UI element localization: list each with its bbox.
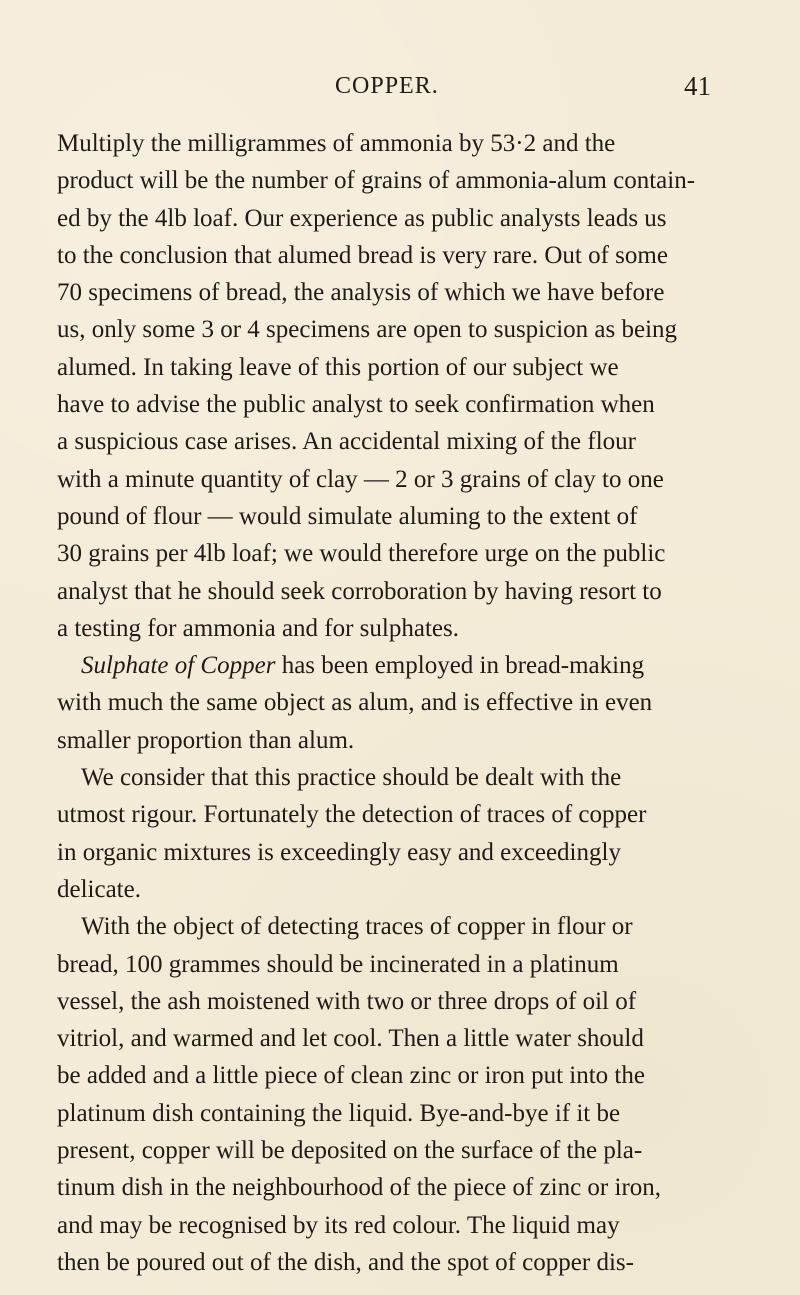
paragraph [57,759,727,908]
text-line: then be poured out of the dish, and the spot of copper dis- [57,1248,634,1276]
text-line: to the conclusion that alumed bread is very rare. Out of some [57,241,668,269]
page-number: 41 [684,71,711,101]
running-head [0,68,800,104]
text-line: analyst that he should seek corroboration by having resort to [57,577,662,605]
text-line: With the object of detecting traces of copper in flour or [81,913,633,941]
paragraph [57,125,727,647]
paragraph [57,908,727,1281]
text-line: with much the same object as alum, and is effective in even [57,689,653,717]
text-line: vitriol, and warmed and let cool. Then a little water should [57,1025,644,1053]
text-line: with a minute quantity of clay — 2 or 3 grains of clay to one [57,465,664,493]
italic-heading: Sulphate of Copper [81,652,276,680]
text-line: product will be the number of grains of ammonia-alum contain- [57,167,696,195]
text-line: tinum dish in the neighbourhood of the piece of zinc or iron, [57,1174,662,1202]
text-line: have to advise the public analyst to seek confirmation when [57,391,655,419]
running-title: COPPER. [335,73,439,99]
body-text [57,125,727,1281]
text-line: present, copper will be deposited on the surface of the pla- [57,1137,643,1165]
text-line: in organic mixtures is exceedingly easy and exceedingly [57,838,621,866]
text-line: 70 specimens of bread, the analysis of which we have before [57,279,665,307]
text-line: smaller proportion than alum. [57,726,355,754]
text-line: bread, 100 grammes should be incinerated in a platinum [57,950,619,978]
text-line [57,647,727,684]
paragraph [57,647,727,759]
text-line: a suspicious case arises. An accidental mixing of the flour [57,428,637,456]
text-line: be added and a little piece of clean zinc or iron put into the [57,1062,645,1090]
text-line: We consider that this practice should be dealt with the [81,764,622,792]
inline-text: has been employed in bread-making [275,652,645,680]
text-line: ed by the 4lb loaf. Our experience as public analysts leads us [57,204,667,232]
text-line: pound of flour — would simulate aluming to the extent of [57,502,638,530]
text-line: 30 grains per 4lb loaf; we would therefore urge on the public [57,540,666,568]
text-line: us, only some 3 or 4 specimens are open to suspicion as being [57,316,678,344]
text-line: a testing for ammonia and for sulphates. [57,614,459,642]
text-line: platinum dish containing the liquid. Bye-and-bye if it be [57,1099,621,1127]
text-line: alumed. In taking leave of this portion of our subject we [57,353,619,381]
text-line: utmost rigour. Fortunately the detection of traces of copper [57,801,647,829]
text-line: delicate. [57,875,141,903]
text-line: Multiply the milligrammes of ammonia by 53·2 and the [57,130,616,157]
text-line: and may be recognised by its red colour. The liquid may [57,1211,620,1239]
text-line: vessel, the ash moistened with two or three drops of oil of [57,987,637,1015]
